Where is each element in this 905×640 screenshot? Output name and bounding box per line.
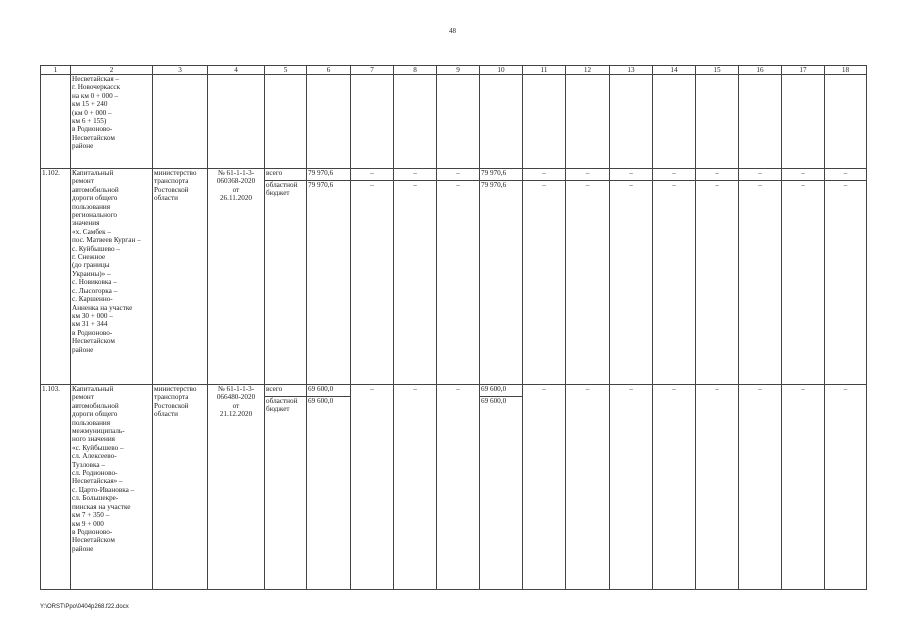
page-number: 48	[449, 27, 456, 35]
dash-cell	[825, 169, 867, 385]
value-total: 79 970,6	[480, 169, 522, 181]
dash-value: –	[523, 169, 565, 181]
column-header: 5	[265, 66, 307, 75]
dash-cell	[523, 385, 566, 590]
column-header: 1	[41, 66, 71, 75]
dash-cell	[739, 169, 782, 385]
expertise-doc-cell: № 61-1-1-3- 060368-2020 от 26.11.2020	[208, 169, 265, 385]
dash-value: –	[739, 169, 781, 181]
dash-cell	[696, 385, 739, 590]
dash-value: –	[542, 181, 546, 189]
dash-value: –	[758, 385, 762, 393]
dash-value: –	[801, 181, 805, 189]
dash-cell	[437, 385, 480, 590]
column-header: 2	[71, 66, 153, 75]
dash-cell	[523, 169, 566, 385]
column-header: 12	[566, 66, 610, 75]
column-header: 7	[351, 66, 394, 75]
value-regional: 79 970,6	[481, 181, 507, 189]
dash-cell	[437, 169, 480, 385]
dash-value: –	[456, 385, 460, 393]
expertise-doc-cell: № 61-1-1-3- 066480-2020 от 21.12.2020	[208, 385, 265, 590]
dash-value: –	[394, 169, 436, 181]
dash-value: –	[782, 169, 824, 181]
dash-value: –	[542, 385, 546, 393]
dash-value: –	[715, 385, 719, 393]
value-total: 69 600,0	[307, 385, 350, 397]
column-header: 16	[739, 66, 782, 75]
object-name-cell: Капитальный ремонт автомобильной дороги общего пользования регионального значения «х. Самбек – пос. Матвеев Курган – с. Куйбышево – г. Снежное (до границы Украины)» – с. Новиковка – с. Лысогорка – с. Каршенно- Анненка на участке км 30 + 000 – км 31 + 344 в Родионово- Несветайском районе	[71, 169, 153, 385]
column-header: 13	[610, 66, 653, 75]
dash-value: –	[437, 169, 479, 181]
column-number-row	[41, 66, 867, 75]
dash-value: –	[758, 181, 762, 189]
dash-value: –	[825, 169, 866, 181]
source-regional: областной бюджет	[266, 397, 298, 414]
dash-cell	[394, 385, 437, 590]
dash-cell	[825, 385, 867, 590]
customer-cell: министерство транспорта Ростовской области	[153, 169, 208, 385]
dash-cell	[351, 169, 394, 385]
column-header: 10	[480, 66, 523, 75]
data-table	[40, 65, 867, 590]
dash-cell	[351, 385, 394, 590]
source-total: всего	[265, 385, 306, 397]
year-value-cell	[480, 385, 523, 590]
dash-value: –	[629, 181, 633, 189]
dash-cell	[610, 169, 653, 385]
dash-value: –	[610, 169, 652, 181]
column-header: 14	[653, 66, 696, 75]
dash-value: –	[585, 385, 590, 393]
object-name-cell: Капитальный ремонт автомобильной дороги общего пользования межмуниципаль- ного значения «с. Куйбышево – сл. Алексеево- Тузловка – сл. Родионово- Несветайская» – с. Царто-Ивановка – сл. Большекре- пинская на участке км 7 + 350 – км 9 + 000 в Родионово- Несветайском районе	[71, 385, 153, 590]
column-header: 11	[523, 66, 566, 75]
total-value-cell	[307, 169, 351, 385]
column-header: 3	[153, 66, 208, 75]
table-row	[41, 75, 867, 169]
column-header: 15	[696, 66, 739, 75]
column-header: 9	[437, 66, 480, 75]
dash-value: –	[456, 181, 460, 189]
dash-value: –	[653, 169, 695, 181]
dash-value: –	[351, 169, 393, 181]
funding-source-cell	[265, 385, 307, 590]
year-value-cell	[480, 169, 523, 385]
dash-value: –	[566, 169, 609, 181]
row-number: 1.102.	[41, 169, 71, 385]
dash-value: –	[672, 385, 676, 393]
dash-value: –	[413, 181, 417, 189]
dash-cell	[782, 169, 825, 385]
dash-value: –	[672, 181, 676, 189]
dash-value: –	[629, 385, 633, 393]
column-header: 17	[782, 66, 825, 75]
row-number: 1.103.	[41, 385, 71, 590]
dash-cell	[610, 385, 653, 590]
dash-cell	[696, 169, 739, 385]
funding-source-cell	[265, 169, 307, 385]
dash-cell	[782, 385, 825, 590]
dash-value: –	[370, 385, 374, 393]
dash-value: –	[843, 181, 848, 189]
dash-value: –	[370, 181, 374, 189]
dash-cell	[653, 169, 696, 385]
dash-value: –	[585, 181, 590, 189]
dash-cell	[653, 385, 696, 590]
dash-value: –	[696, 169, 738, 181]
value-regional: 69 600,0	[481, 397, 507, 405]
dash-cell	[566, 169, 610, 385]
dash-value: –	[843, 385, 848, 393]
value-regional: 79 970,6	[308, 181, 334, 189]
customer-cell: министерство транспорта Ростовской области	[153, 385, 208, 590]
column-header: 8	[394, 66, 437, 75]
object-name-cell: Несветайская – г. Новочеркасск на км 0 + 000 – км 15 + 240 (км 0 + 000 – км 6 + 155) в Родионово- Несветайском районе	[71, 75, 153, 169]
column-header: 4	[208, 66, 265, 75]
dash-cell	[739, 385, 782, 590]
dash-cell	[394, 169, 437, 385]
value-regional: 69 600,0	[308, 397, 334, 405]
table-row	[41, 169, 867, 385]
source-total: всего	[265, 169, 306, 181]
source-regional: областной бюджет	[266, 181, 298, 198]
dash-value: –	[801, 385, 805, 393]
table-row	[41, 385, 867, 590]
dash-value: –	[715, 181, 719, 189]
dash-cell	[566, 385, 610, 590]
value-total: 79 970,6	[307, 169, 350, 181]
total-value-cell	[307, 385, 351, 590]
value-total: 69 600,0	[480, 385, 522, 397]
dash-value: –	[413, 385, 417, 393]
file-path-footer: Y:\ORST\Ppo\0404p268.f22.docx	[40, 604, 129, 610]
column-header: 18	[825, 66, 867, 75]
column-header: 6	[307, 66, 351, 75]
